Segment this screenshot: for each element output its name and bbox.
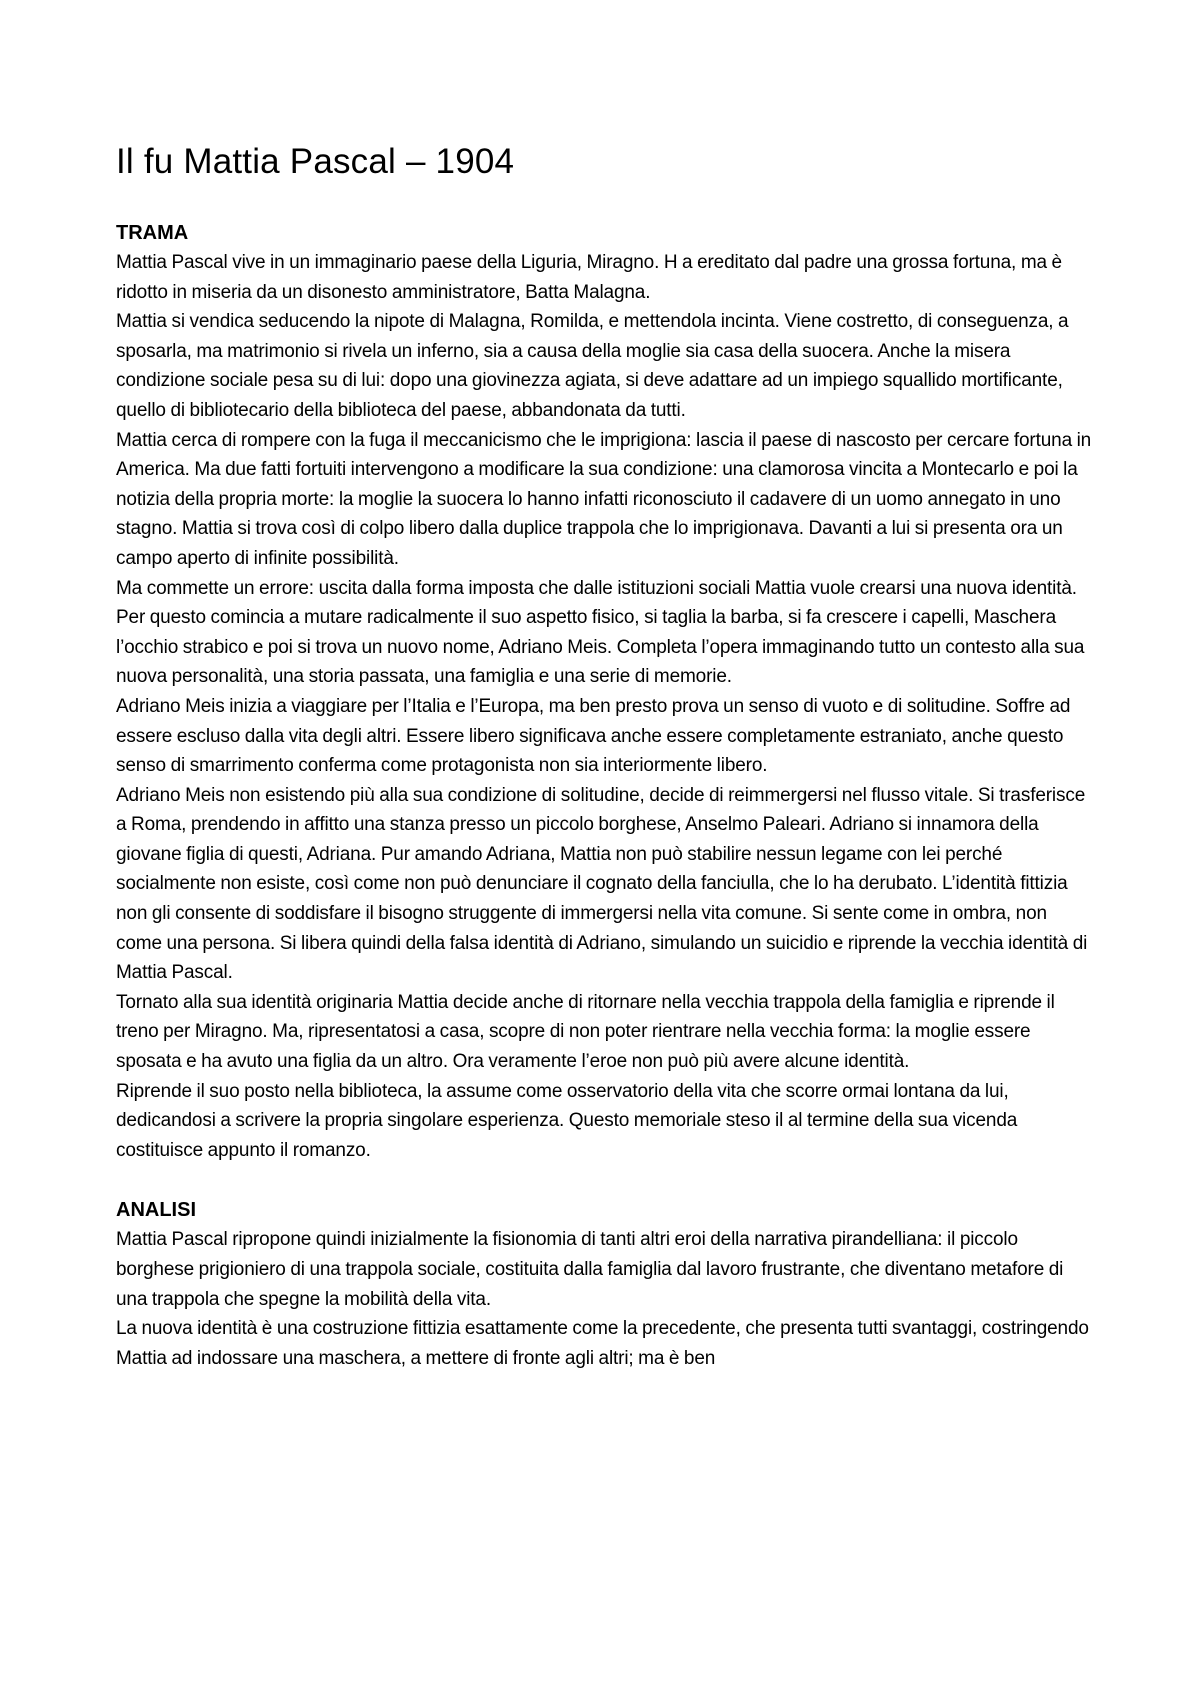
section-trama [116,218,1096,1165]
document-title: Il fu Mattia Pascal – 1904 [116,142,515,181]
paragraph: Riprende il suo posto nella biblioteca, la assume come osservatorio della vita che scorre ormai lontana da lui, dedicandosi a scrivere la propria singolare esperienza. Questo memoriale steso il al termine della sua vicenda costituisce appunto il romanzo. [116,1080,1018,1161]
paragraph: Tornato alla sua identità originaria Mattia decide anche di ritornare nella vecchia trappola della famiglia e riprende il treno per Miragno. Ma, ripresentatosi a casa, scopre di non poter rientrare nella vecchia forma: la moglie essere sposata e ha avuto una figlia da un altro. Ora veramente l’eroe non può più avere alcune identità. [116,991,1055,1073]
section-analisi [116,1195,1096,1373]
paragraph: Mattia Pascal ripropone quindi inizialmente la fisionomia di tanti altri eroi della narrativa pirandelliana: il piccolo borghese prigioniero di una trappola sociale, costituita dalla famiglia dal lavoro frustrante, che diventano metafore di una trappola che spegne la mobilità della vita. [116,1229,1064,1310]
section-heading-analisi: ANALISI [116,1199,196,1222]
section-heading-trama: TRAMA [116,222,189,244]
paragraph: Mattia si vendica seducendo la nipote di Malagna, Romilda, e mettendola incinta. Viene costretto, di conseguenza, a sposarla, ma matrimonio si rivela un inferno, sia a causa della moglie sia casa della suocera. Anche la misera condizione sociale pesa su di lui: dopo una giovinezza agiata, si deve adattare ad un impiego squallido mortificante, quello di bibliotecario della biblioteca del paese, abbandonata da tutti. [116,311,1069,421]
paragraph: La nuova identità è una costruzione fittizia esattamente come la precedente, che presenta tutti svantaggi, costringendo Mattia ad indossare una maschera, a mettere di fronte agli altri; ma è ben [116,1318,1089,1369]
document-page [116,140,1096,1403]
paragraph: Ma commette un errore: uscita dalla forma imposta che dalle istituzioni sociali Mattia vuole crearsi una nuova identità. Per questo comincia a mutare radicalmente il suo aspetto fisico, si taglia la barba, si fa crescere i capelli, Maschera l’occhio strabico e poi si trova un nuovo nome, Adriano Meis. Completa l’opera immaginando tutto un contesto alla sua nuova personalità, una storia passata, una famiglia e una serie di memorie. [116,577,1085,688]
paragraph: Adriano Meis inizia a viaggiare per l’Italia e l’Europa, ma ben presto prova un senso di vuoto e di solitudine. Soffre ad essere escluso dalla vita degli altri. Essere libero significava anche essere completamente estraniato, anche questo senso di smarrimento conferma come protagonista non sia interiormente libero. [116,695,1071,777]
paragraph: Mattia Pascal vive in un immaginario paese della Liguria, Miragno. H a ereditato dal padre una grossa fortuna, ma è ridotto in miseria da un disonesto amministratore, Batta Malagna. [116,252,1062,303]
paragraph: Adriano Meis non esistendo più alla sua condizione di solitudine, decide di reimmergersi nel flusso vitale. Si trasferisce a Roma, prendendo in affitto una stanza presso un piccolo borghese, Anselmo Paleari. Adriano si innamora della giovane figlia di questi, Adriana. Pur amando Adriana, Mattia non può stabilire nessun legame con lei perché socialmente non esiste, così come non può denunciare il cognato della fanciulla, che lo ha derubato. L’identità fittizia non gli consente di soddisfare il bisogno struggente di immergersi nella vita comune. Si sente come in ombra, non come una persona. Si libera quindi della falsa identità di Adriano, simulando un suicidio e riprende la vecchia identità di Mattia Pascal. [116,784,1088,984]
paragraph: Mattia cerca di rompere con la fuga il meccanicismo che le imprigiona: lascia il paese di nascosto per cercare fortuna in America. Ma due fatti fortuiti intervengono a modificare la sua condizione: una clamorosa vincita a Montecarlo e poi la notizia della propria morte: la moglie la suocera lo hanno infatti riconosciuto il cadavere di un uomo annegato in uno stagno. Mattia si trova così di colpo libero dalla duplice trappola che lo imprigionava. Davanti a lui si presenta ora un campo aperto di infinite possibilità. [116,429,1092,569]
